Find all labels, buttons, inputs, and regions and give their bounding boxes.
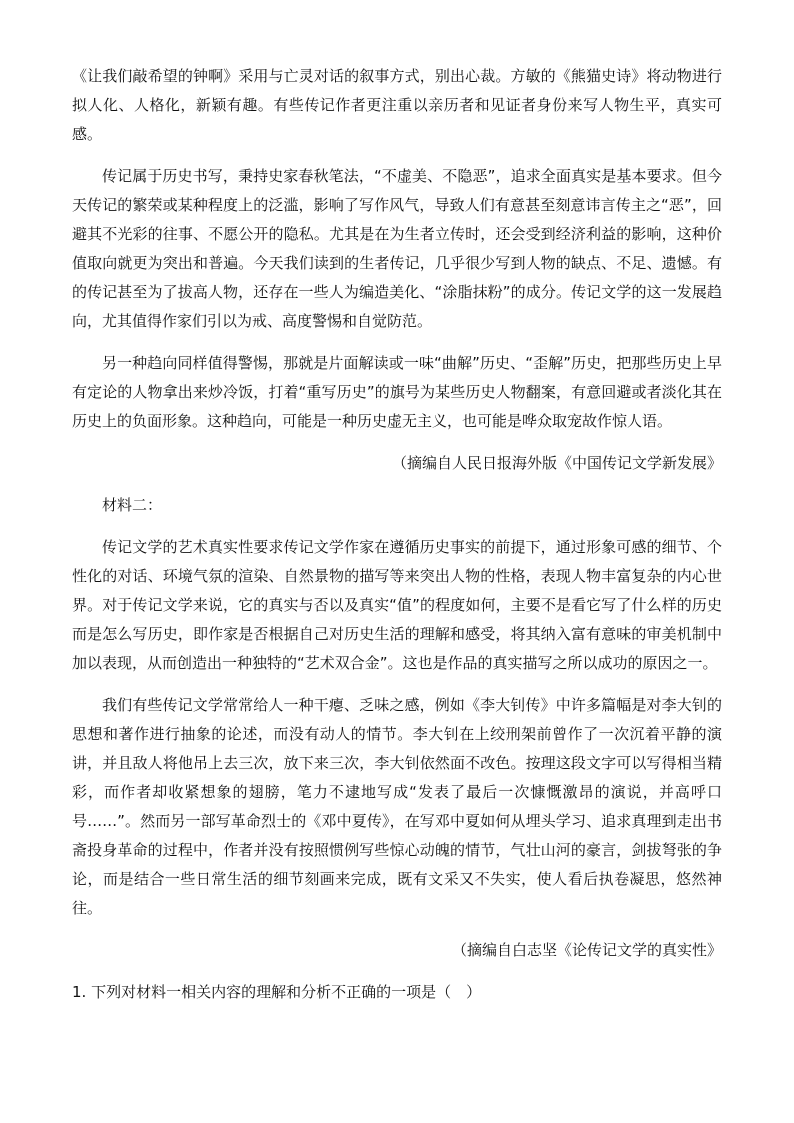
question-1: 1. 下列对材料一相关内容的理解和分析不正确的一项是（ ） — [72, 983, 482, 1001]
document-page — [72, 62, 722, 1007]
material1-paragraph-1: 传记属于历史书写，秉持史家春秋笔法，“不虚美、不隐恶”，追求全面真实是基本要求。但今天传记的繁荣或某种程度上的泛滥，影响了写作风气，导致人们有意甚至刻意讳言传主之“恶”，回避其不光彩的往事、不愿公开的隐私。尤其是在为生者立传时，还会受到经济利益的影响，这种价值取向就更为突出和普遍。今天我们读到的生者传记，几乎很少写到人物的缺点、不足、遗憾。有的传记甚至为了拔高人物，还存在一些人为编造美化、“涂脂抹粉”的成分。传记文学的这一发展趋向，尤其值得作家们引以为戒、高度警惕和自觉防范。 — [72, 167, 722, 330]
material1-paragraph-0: 《让我们敲希望的钟啊》采用与亡灵对话的叙事方式，别出心裁。方敏的《熊猫史诗》将动物进行拟人化、人格化，新颖有趣。有些传记作者更注重以亲历者和见证者身份来写人物生平，真实可感。 — [72, 67, 722, 143]
material2-source: （摘编自白志坚《论传记文学的真实性》 — [451, 941, 722, 959]
material2-paragraph-1: 传记文学的艺术真实性要求传记文学作家在遵循历史事实的前提下，通过形象可感的细节、个性化的对话、环境气氛的渲染、自然景物的描写等来突出人物的性格，表现人物丰富复杂的内心世界。对于传记文学来说，它的真实与否以及真实“值”的程度如何，主要不是看它写了什么样的历史而是怎么写历史，即作家是否根据自己对历史生活的理解和感受，将其纳入富有意味的审美机制中加以表现，从而创造出一种独特的“艺术双合金”。这也是作品的真实描写之所以成功的原因之一。 — [72, 538, 722, 672]
material1-source: （摘编自人民日报海外版《中国传记文学新发展》 — [391, 454, 722, 472]
material2-heading: 材料二： — [102, 496, 163, 514]
material2-paragraph-2: 我们有些传记文学常常给人一种干瘪、乏味之感，例如《李大钊传》中许多篇幅是对李大钊的思想和著作进行抽象的论述，而没有动人的情节。李大钊在上绞刑架前曾作了一次沉着平静的演讲，并且敌人将他吊上去三次，放下来三次，李大钊依然面不改色。按理这段文字可以写得相当精彩，而作者却收紧想象的翅膀，笔力不逮地写成“发表了最后一次慷慨激昂的演说，并高呼口号……”。然而另一部写革命烈士的《邓中夏传》，在写邓中夏如何从埋头学习、追求真理到走出书斋投身革命的过程中，作者并没有按照惯例写些惊心动魄的情节，气壮山河的豪言，剑拔弩张的争论，而是结合一些日常生活的细节刻画来完成，既有文采又不失实，使人看后执卷凝思，悠然神往。 — [72, 696, 722, 917]
material1-paragraph-2: 另一种趋向同样值得警惕，那就是片面解读或一味“曲解”历史、“歪解”历史，把那些历史上早有定论的人物拿出来炒冷饭，打着“重写历史”的旗号为某些历史人物翻案，有意回避或者淡化其在历史上的负面形象。这种趋向，可能是一种历史虚无主义，也可能是哗众取宠故作惊人语。 — [72, 354, 722, 430]
